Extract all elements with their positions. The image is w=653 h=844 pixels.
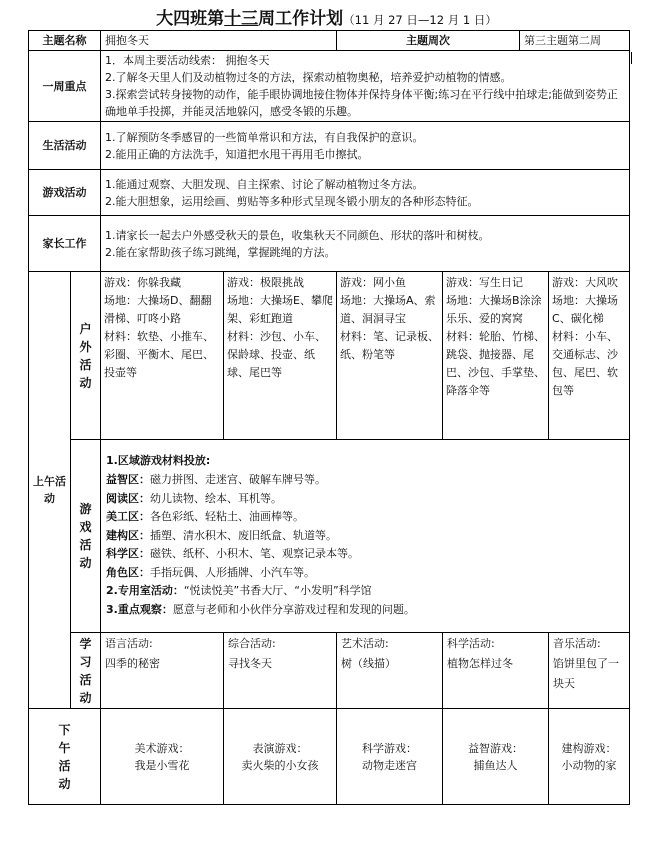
focus-content: [101, 51, 630, 122]
parents-label: 家长工作: [29, 216, 101, 272]
theme-label: 主题名称: [29, 31, 101, 51]
play-row: [29, 440, 630, 633]
focus-row: [29, 51, 630, 122]
parents-row: [29, 216, 630, 272]
weekly-plan-table: [28, 30, 630, 805]
focus-label: 一周重点: [29, 51, 101, 122]
outdoor-label: 户外活动: [71, 272, 101, 440]
study-label: 学习活动: [71, 633, 101, 709]
parents-line-2: 2.能在家帮助孩子练习跳绳，掌握跳绳的方法。: [105, 245, 336, 259]
parents-line-1: 1.请家长一起去户外感受秋天的景色，收集秋天不同颜色、形状的落叶和树枝。: [105, 228, 490, 242]
outdoor-row: [29, 272, 630, 440]
game-row: [29, 170, 630, 216]
study-row: [29, 633, 630, 709]
parents-content: [101, 216, 630, 272]
outdoor-cell-3: 游戏：网小鱼 场地：大操场A、索道、洞洞寻宝 材料：笔、记录板、纸、粉笔等: [337, 272, 443, 440]
focus-line-1: 1．本周主要活动线索： 拥抱冬天: [105, 54, 270, 67]
morning-label: 上午活动: [29, 272, 71, 709]
afternoon-cell-1: 美术游戏： 我是小雪花: [101, 709, 224, 805]
game-line-2: 2.能大胆想象，运用绘画、剪贴等多种形式呈现冬锻小朋友的各种形态特征。: [105, 194, 479, 208]
title-date-range: （11 月 27 日—12 月 1 日）: [343, 13, 497, 27]
afternoon-row: [29, 709, 630, 805]
life-line-1: 1.了解预防冬季感冒的一些简单常识和方法，有自我保护的意识。: [105, 130, 424, 144]
play-content: [101, 440, 630, 633]
play-area-3: 美工区：各色彩纸、轻粘土、油画棒等。: [106, 510, 304, 524]
page-title: [0, 4, 653, 29]
theme-week-value: 第三主题第二周: [520, 31, 630, 51]
study-cell-4: 科学活动: 植物怎样过冬: [443, 633, 549, 709]
game-content: [101, 170, 630, 216]
study-cell-1: 语言活动: 四季的秘密: [101, 633, 224, 709]
play-area-4: 建构区：插塑、清水积木、废旧纸盒、轨道等。: [106, 528, 337, 542]
play-label: 游戏活动: [71, 440, 101, 633]
title-suffix: 周工作计划: [258, 9, 344, 29]
play-area-1: 益智区：磁力拼图、走迷宫、破解车牌号等。: [106, 472, 326, 486]
play-area-2: 阅读区：幼儿读物、绘本、耳机等。: [106, 491, 282, 505]
focus-line-2: 2.了解冬天里人们及动植物过冬的方法，探索动植物奥秘，培养爱护动植物的情感。: [105, 71, 512, 84]
afternoon-cell-2: 表演游戏： 卖火柴的小女孩: [224, 709, 337, 805]
title-week-number: 十三: [224, 9, 259, 29]
life-content: [101, 122, 630, 170]
text-cursor: [631, 52, 632, 64]
play-area-5: 科学区：磁铁、纸杯、小积木、笔、观察记录本等。: [106, 547, 359, 561]
life-label: 生活活动: [29, 122, 101, 170]
afternoon-label: 下午活动: [29, 709, 101, 805]
afternoon-cell-3: 科学游戏： 动物走迷宫: [337, 709, 443, 805]
afternoon-cell-4: 益智游戏： 捕鱼达人: [443, 709, 549, 805]
game-line-1: 1.能通过观察、大胆发现、自主探索、讨论了解动植物过冬方法。: [105, 177, 424, 191]
study-cell-3: 艺术活动: 树（线描）: [337, 633, 443, 709]
life-row: [29, 122, 630, 170]
play-special: 2.专用室活动：“悦读悦美”书香大厅、“小发明”科学馆: [106, 584, 372, 598]
outdoor-cell-2: 游戏：极限挑战 场地：大操场E、攀爬架、彩虹跑道 材料：沙包、小车、保龄球、投壶、纸球、尾巴等: [224, 272, 337, 440]
theme-row: [29, 31, 630, 51]
life-line-2: 2.能用正确的方法洗手，知道把水甩干再用毛巾擦拭。: [105, 147, 369, 161]
outdoor-cell-1: 游戏：你躲我藏 场地：大操场D、翻翻滑梯、叮咚小路 材料：软垫、小推车、彩圈、平衡木、尾巴、投壶等: [101, 272, 224, 440]
theme-week-label: 主题周次: [337, 31, 520, 51]
play-intro: 1.区域游戏材料投放:: [106, 454, 211, 468]
study-cell-2: 综合活动: 寻找冬天: [224, 633, 337, 709]
outdoor-cell-4: 游戏：写生日记 场地：大操场B涂涂乐乐、爱的窝窝 材料：轮胎、竹梯、跳袋、抛接器、尾巴、沙包、手掌垫、降落伞等: [443, 272, 549, 440]
play-area-6: 角色区：手指玩偶、人形插牌、小汽车等。: [106, 565, 315, 579]
game-label: 游戏活动: [29, 170, 101, 216]
study-cell-5: 音乐活动: 馅饼里包了一块天: [549, 633, 630, 709]
focus-line-3: 3.探索尝试转身接物的动作，能手眼协调地接住物体并保持身体平衡;练习在平行线中拍球走;能做到姿势正确地单手投掷，并能灵活地躲闪，感受冬锻的乐趣。: [105, 88, 618, 118]
theme-value: 拥抱冬天: [101, 31, 337, 51]
afternoon-cell-5: 建构游戏： 小动物的家: [549, 709, 630, 805]
outdoor-cell-5: 游戏：大风吹 场地：大操场C、碳化梯 材料：小车、交通标志、沙包、尾巴、软包等: [549, 272, 630, 440]
play-focus: 3.重点观察：愿意与老师和小伙伴分享游戏过程和发现的问题。: [106, 603, 415, 617]
title-class: 大四班第: [156, 9, 225, 29]
